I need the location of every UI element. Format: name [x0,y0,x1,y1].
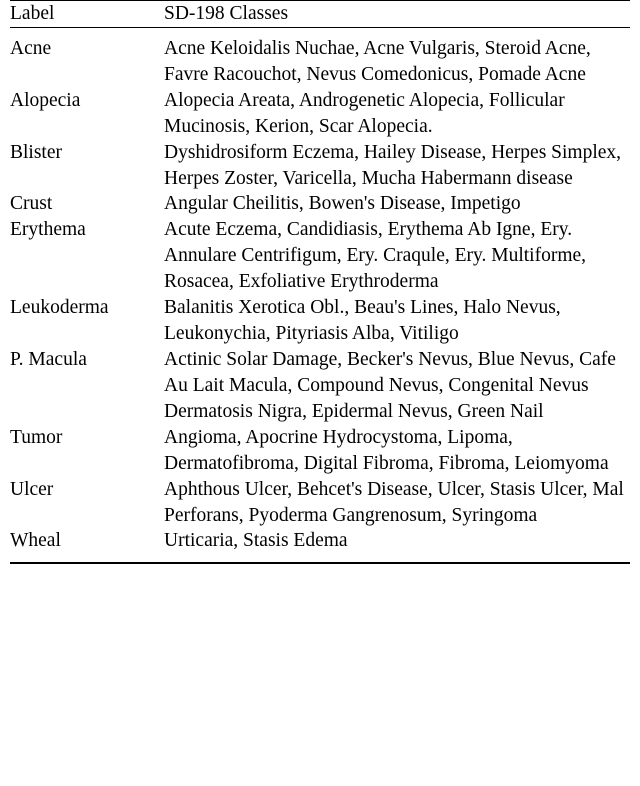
table-row [10,425,630,477]
row-label: P. Macula [10,348,87,370]
table-row [10,295,630,347]
table-row [10,217,630,295]
row-classes: Aphthous Ulcer, Behcet's Disease, Ulcer, Stasis Ulcer, Mal Perforans, Pyoderma Gangrenosum, Syringoma [164,478,624,526]
table-row [10,140,630,192]
column-header-label: Label [10,3,55,24]
table-row [10,88,630,140]
table-body [10,27,630,563]
table-header [10,1,630,28]
sd198-classes-table [10,0,630,564]
row-classes: Alopecia Areata, Androgenetic Alopecia, Follicular Mucinosis, Kerion, Scar Alopecia. [164,89,565,137]
column-header-classes: SD-198 Classes [164,3,289,24]
row-classes: Acute Eczema, Candidiasis, Erythema Ab Igne, Ery. Annulare Centrifigum, Ery. Craqule, Ery. Multiforme, Rosacea, Exfoliative Erythroderma [164,219,587,293]
row-label: Alopecia [10,89,81,111]
row-label: Leukoderma [10,297,109,319]
row-label: Erythema [10,219,86,241]
row-label: Ulcer [10,478,54,500]
row-classes: Dyshidrosiform Eczema, Hailey Disease, Herpes Simplex, Herpes Zoster, Varicella, Mucha Habermann disease [164,141,622,189]
table-row [10,347,630,425]
table-row [10,191,630,217]
row-classes: Angioma, Apocrine Hydrocystoma, Lipoma, Dermatofibroma, Digital Fibroma, Fibroma, Leiomyoma [164,426,609,474]
table-header-row [10,1,630,28]
row-label: Wheal [10,530,61,552]
row-label: Tumor [10,426,63,448]
row-classes: Urticaria, Stasis Edema [164,530,348,552]
table-row [10,528,630,563]
row-classes: Acne Keloidalis Nuchae, Acne Vulgaris, Steroid Acne, Favre Racouchot, Nevus Comedonicus, Pomade Acne [164,37,591,85]
row-classes: Balanitis Xerotica Obl., Beau's Lines, Halo Nevus, Leukonychia, Pityriasis Alba, Vitiligo [164,297,561,345]
row-label: Crust [10,193,53,215]
table-row [10,27,630,87]
row-label: Blister [10,141,62,163]
row-classes: Actinic Solar Damage, Becker's Nevus, Blue Nevus, Cafe Au Lait Macula, Compound Nevus, Congenital Nevus Dermatosis Nigra, Epidermal Nevus, Green Nail [164,348,616,422]
row-label: Acne [10,37,52,59]
table-row [10,477,630,529]
row-classes: Angular Cheilitis, Bowen's Disease, Impetigo [164,193,521,215]
